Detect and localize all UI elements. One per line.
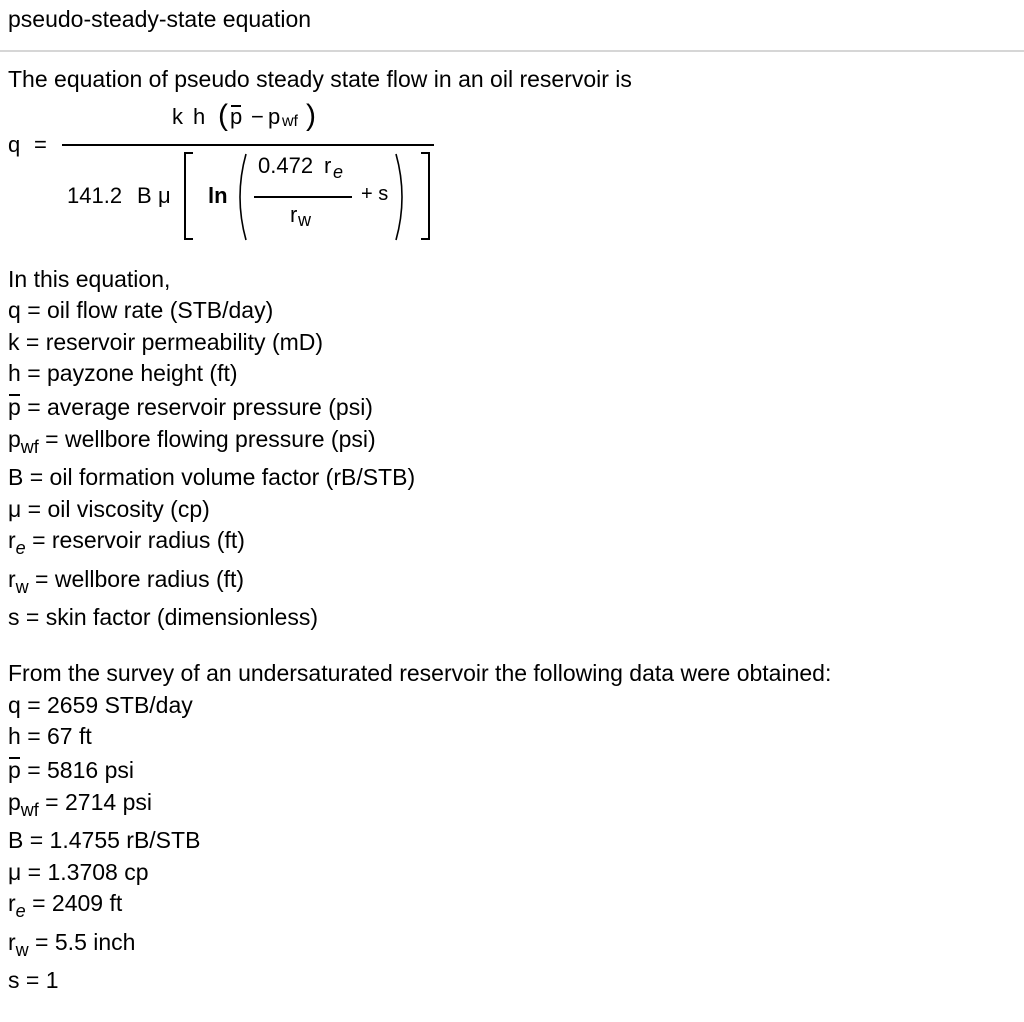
def-row: μ = oil viscosity (cp): [8, 496, 210, 522]
num-paren-open: (: [218, 99, 228, 132]
num-minus: −: [251, 104, 264, 129]
num-k: k: [172, 104, 183, 129]
left-bracket: [184, 152, 186, 240]
def-row: p = average reservoir pressure (psi): [8, 394, 373, 420]
pss-equation: [0, 100, 520, 250]
page-title: pseudo-steady-state equation: [8, 6, 312, 32]
def-row: s = skin factor (dimensionless): [8, 604, 318, 630]
main-fraction-bar: [62, 144, 434, 146]
den-const: 141.2: [67, 183, 123, 208]
def-row: h = payzone height (ft): [8, 360, 238, 386]
den-B: B: [137, 183, 152, 208]
data-row: $r_e = 2409$ ft: [8, 890, 123, 921]
data-row: q = 2659 STB/day: [8, 692, 193, 718]
definitions-heading: In this equation,: [8, 266, 171, 292]
num-h: h: [193, 104, 206, 129]
num-pwf-sub: wf: [282, 113, 298, 130]
num-pbar: p: [230, 104, 243, 129]
frac-re-r: r: [324, 153, 332, 178]
frac-rw-sub: w: [298, 210, 311, 230]
inner-paren-open: [234, 152, 248, 242]
data-heading: From the survey of an undersaturated reservoir the following data were obtained:: [8, 660, 832, 686]
data-row: p = 5816 psi: [8, 757, 134, 783]
def-row: $r_w$ = wellbore radius (ft): [8, 566, 245, 597]
def-row: $p_{wf}$ = wellbore flowing pressure (psi): [8, 426, 376, 457]
right-bracket: [428, 152, 430, 240]
den-plus-s: + s: [361, 183, 389, 205]
data-row: B = 1.4755 rB/STB: [8, 827, 201, 853]
data-row: h = 67 ft: [8, 723, 92, 749]
den-mu: μ: [158, 183, 171, 208]
inner-paren-close: [394, 152, 408, 242]
data-row: $r_w = 5.5$ inch: [8, 929, 136, 960]
data-row: s = 1: [8, 967, 59, 993]
def-row: $r_e$ = reservoir radius (ft): [8, 527, 245, 558]
inner-fraction-bar: [254, 196, 352, 198]
def-row: B = oil formation volume factor (rB/STB): [8, 464, 416, 490]
def-row: k = reservoir permeability (mD): [8, 329, 324, 355]
frac-rw-r: r: [290, 202, 298, 227]
eq-lhs: q: [8, 132, 21, 157]
frac-num-const: 0.472: [258, 153, 314, 178]
data-row: μ = 1.3708 cp: [8, 859, 149, 885]
def-row: q = oil flow rate (STB/day): [8, 297, 274, 323]
intro-text: The equation of pseudo steady state flow in an oil reservoir is: [8, 66, 632, 92]
num-paren-close: ): [306, 99, 316, 132]
den-ln: ln: [208, 183, 228, 208]
data-row: $p_{wf} = 2714$ psi: [8, 789, 152, 820]
frac-re-sub: e: [333, 162, 344, 182]
eq-equals: =: [34, 132, 47, 157]
num-pwf: p: [268, 104, 281, 129]
title-divider: [0, 50, 1024, 52]
